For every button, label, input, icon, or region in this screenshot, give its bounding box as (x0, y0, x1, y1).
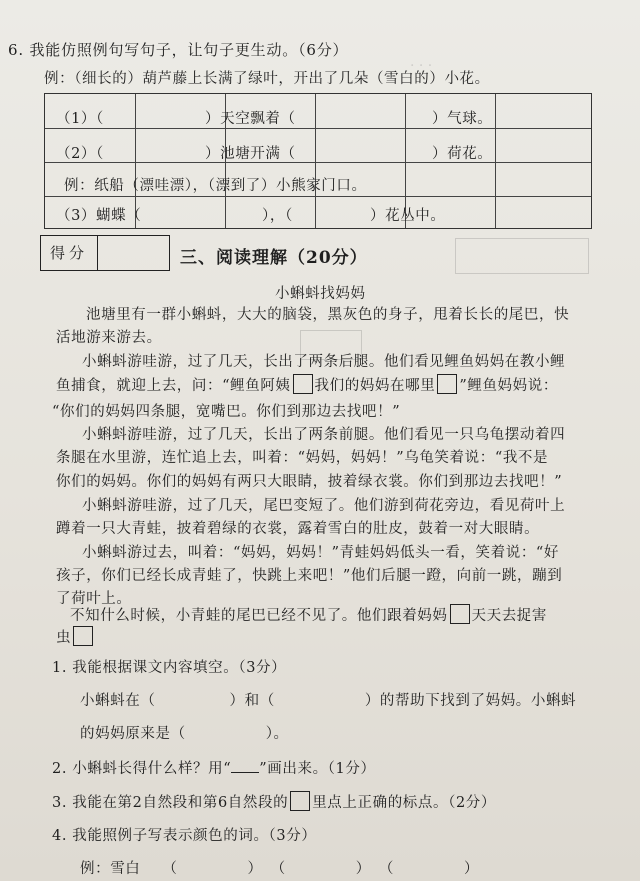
q4-blank-close: ） (463, 861, 480, 877)
story-line: 了荷叶上。 (56, 591, 132, 607)
q4-example: 例：雪白 (80, 861, 141, 877)
punctuation-blank-box[interactable] (293, 374, 313, 394)
story-text: 天天去捉害 (471, 608, 547, 624)
q1-text: 的妈妈原来是（ (80, 726, 186, 742)
question-4-title: 4. 我能照例子写表示颜色的词。（3分） (52, 828, 317, 844)
story-line: 小蝌蚪游哇游，过了几天，长出了两条后腿。他们看见鲤鱼妈妈在教小鲤 (82, 354, 566, 370)
q6-example2: 例：纸船（漂哇漂），（漂到了）小熊家门口。 (64, 178, 367, 194)
q1-text: ）的帮助下找到了妈妈。小蝌蚪 (364, 693, 577, 709)
q2-text: ”画出来。（1分） (259, 761, 376, 777)
story-line: 池塘里有一群小蝌蚪，大大的脑袋，黑灰色的身子，甩着长长的尾巴，快 (86, 307, 570, 323)
story-line: 你们的妈妈。你们的妈妈有两只大眼睛，披着绿衣裳。你们到那边去找吧！” (56, 474, 563, 490)
question-1-line2 (80, 722, 289, 743)
story-text: 我们的妈妈在哪里 (314, 378, 436, 394)
section-title: 三、阅读理解（20分） (180, 248, 368, 268)
story-line: 小蝌蚪游哇游，过了几天，尾巴变短了。他们游到荷花旁边，看见荷叶上 (82, 498, 566, 514)
punctuation-blank-box[interactable] (437, 374, 457, 394)
q2-text: 2. 小蝌蚪长得什么样？用“ (52, 761, 232, 777)
punctuation-blank-box[interactable] (73, 626, 93, 646)
punctuation-blank-box[interactable] (450, 604, 470, 624)
story-text: 不知什么时候，小青蛙的尾巴已经不见了。他们跟着妈妈 (70, 608, 448, 624)
q6-row1-part1: （1）（ (56, 111, 104, 127)
q1-text: 小蝌蚪在（ (80, 693, 156, 709)
q6-row1-part2: ）天空飘着（ (205, 111, 296, 127)
q6-row3-part3: ）花丛中。 (370, 208, 446, 224)
q4-blank-open: （ (162, 861, 178, 877)
q6-row2-part3: ）荷花。 (432, 146, 493, 162)
q3-text: 里点上正确的标点。（2分） (312, 795, 496, 811)
bleed-through-text: · · · (410, 58, 433, 74)
q1-text: ）和（ (229, 693, 275, 709)
q6-row2-part1: （2）（ (56, 146, 104, 162)
story-line: 条腿在水里游，连忙追上去，叫着：“妈妈，妈妈！”乌龟笑着说：“我不是 (56, 450, 549, 466)
story-line: 活地游来游去。 (56, 330, 162, 346)
story-line: 小蝌蚪游过去，叫着：“妈妈，妈妈！”青蛙妈妈低头一看，笑着说：“好 (82, 545, 560, 561)
score-label: 得分 (41, 236, 98, 270)
q6-title: 6. 我能仿照例句写句子，让句子更生动。（6分） (8, 41, 349, 59)
q1-text: ）。 (265, 726, 289, 742)
story-line-with-blank (70, 604, 547, 625)
question-3 (52, 791, 496, 812)
q6-row3-part1: （3）蝴蝶（ (56, 208, 142, 224)
q4-blank-close: ） (355, 861, 371, 877)
story-line: 蹲着一只大青蛙，披着碧绿的衣裳，露着雪白的肚皮，鼓着一对大眼睛。 (56, 521, 540, 537)
underline-sample (231, 760, 259, 773)
q6-row1-part3: ）气球。 (432, 111, 493, 127)
score-box (40, 235, 170, 271)
story-line: “你们的妈妈四条腿，宽嘴巴。你们到那边去找吧！” (52, 404, 401, 420)
story-line: 小蝌蚪游哇游，过了几天，长出了两条前腿。他们看见一只乌龟摆动着四 (82, 427, 566, 443)
story-text: 虫 (56, 630, 72, 646)
question-1-title: 1. 我能根据课文内容填空。（3分） (52, 660, 287, 676)
bleed-through-box (455, 238, 589, 274)
q6-example: 例：（细长的）葫芦藤上长满了绿叶，开出了几朵（雪白的）小花。 (44, 71, 490, 87)
punctuation-box-sample (290, 791, 310, 811)
question-1-line1 (80, 689, 576, 710)
q6-row2-part2: ）池塘开满（ (205, 146, 296, 162)
q4-blank-close: ） (247, 861, 263, 877)
story-title: 小蝌蚪找妈妈 (275, 286, 366, 302)
q3-text: 3. 我能在第2自然段和第6自然段的 (52, 795, 289, 811)
q6-row3-part2: ），（ (262, 208, 293, 224)
story-line: 孩子，你们已经长成青蛙了，快跳上来吧！”他们后腿一蹬，向前一跳，蹦到 (56, 568, 563, 584)
question-2 (52, 757, 376, 778)
story-text: ”鲤鱼妈妈说： (459, 378, 558, 394)
story-line-with-blanks (56, 374, 558, 395)
story-line-with-blank (56, 626, 95, 647)
q4-blank-open: （ (378, 861, 394, 877)
story-text: 鱼捕食，就迎上去，问：“鲤鱼阿姨 (56, 378, 291, 394)
q4-blank-open: （ (270, 861, 286, 877)
question-4-example-line (80, 857, 479, 878)
